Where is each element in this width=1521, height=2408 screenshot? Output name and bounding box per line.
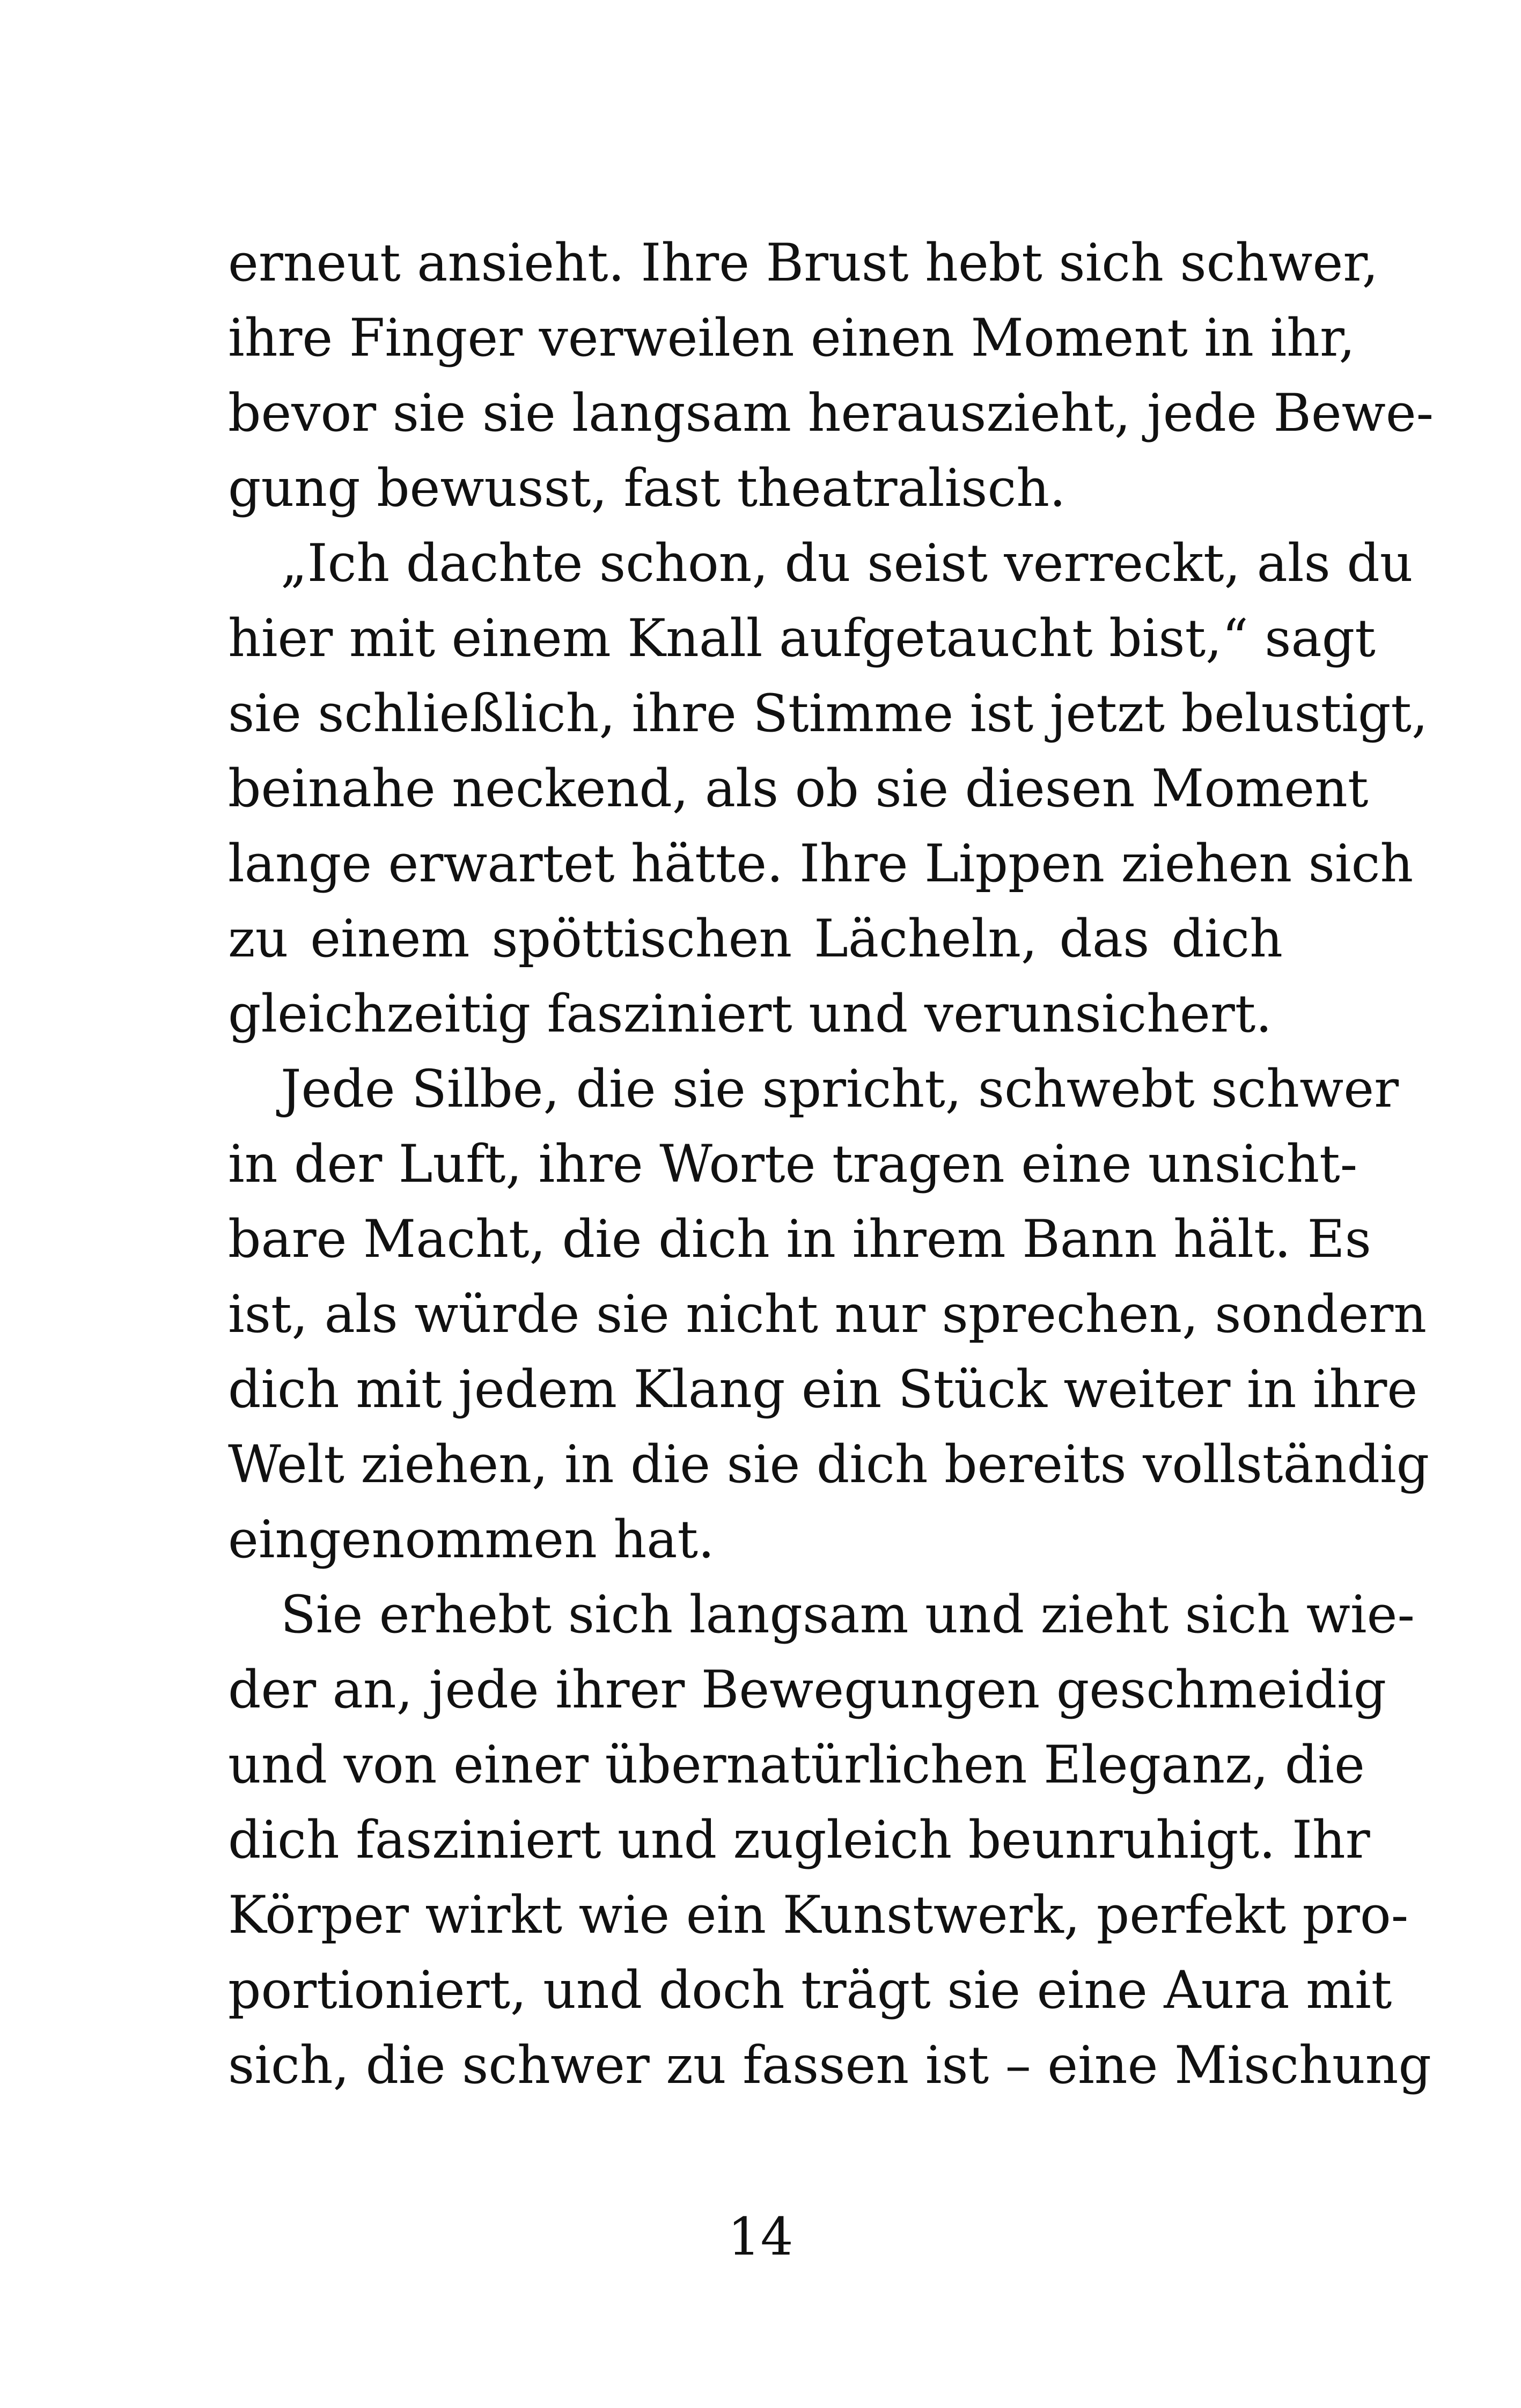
text-line: eingenommen hat. bbox=[228, 1509, 715, 1570]
text-line: ihre Finger verweilen einen Moment in ihr, bbox=[228, 308, 1355, 368]
text-line: beinahe neckend, als ob sie diesen Moment bbox=[228, 759, 1369, 819]
text-line: lange erwartet hätte. Ihre Lippen ziehen sich bbox=[228, 834, 1414, 894]
text-line: dich fasziniert und zugleich beunruhigt. Ihr bbox=[228, 1810, 1370, 1870]
text-line: in der Luft, ihre Worte tragen eine unsicht- bbox=[228, 1134, 1358, 1194]
page-number: 14 bbox=[728, 2207, 793, 2267]
text-line: Körper wirkt wie ein Kunstwerk, perfekt pro- bbox=[228, 1885, 1409, 1945]
text-line: dich mit jedem Klang ein Stück weiter in ihre bbox=[228, 1359, 1418, 1419]
text-line: Welt ziehen, in die sie dich bereits vollständig bbox=[228, 1434, 1430, 1494]
text-line: erneut ansieht. Ihre Brust hebt sich schwer, bbox=[228, 233, 1379, 293]
text-line: Jede Silbe, die sie spricht, schwebt schwer bbox=[281, 1059, 1399, 1119]
text-line: sie schließlich, ihre Stimme ist jetzt belustigt, bbox=[228, 683, 1428, 743]
text-line: der an, jede ihrer Bewegungen geschmeidig bbox=[228, 1660, 1387, 1720]
text-line: hier mit einem Knall aufgetaucht bist,“ sagt bbox=[228, 608, 1376, 668]
text-line: zu einem spöttischen Lächeln, das dich bbox=[228, 909, 1283, 969]
text-line: und von einer übernatürlichen Eleganz, die bbox=[228, 1735, 1365, 1795]
text-line: bare Macht, die dich in ihrem Bann hält. Es bbox=[228, 1209, 1371, 1269]
text-line: gung bewusst, fast theatralisch. bbox=[228, 458, 1066, 518]
text-line: ist, als würde sie nicht nur sprechen, sondern bbox=[228, 1284, 1427, 1344]
text-line: gleichzeitig fasziniert und verunsichert. bbox=[228, 984, 1272, 1044]
text-line: Sie erhebt sich langsam und zieht sich wie- bbox=[281, 1585, 1415, 1645]
text-line: portioniert, und doch trägt sie eine Aura mit bbox=[228, 1960, 1392, 2020]
text-line: „Ich dachte schon, du seist verreckt, als du bbox=[281, 533, 1413, 593]
body-text bbox=[228, 0, 1434, 2408]
text-line: bevor sie sie langsam herauszieht, jede Bewe- bbox=[228, 383, 1434, 443]
text-line: sich, die schwer zu fassen ist – eine Mischung bbox=[228, 2035, 1431, 2095]
